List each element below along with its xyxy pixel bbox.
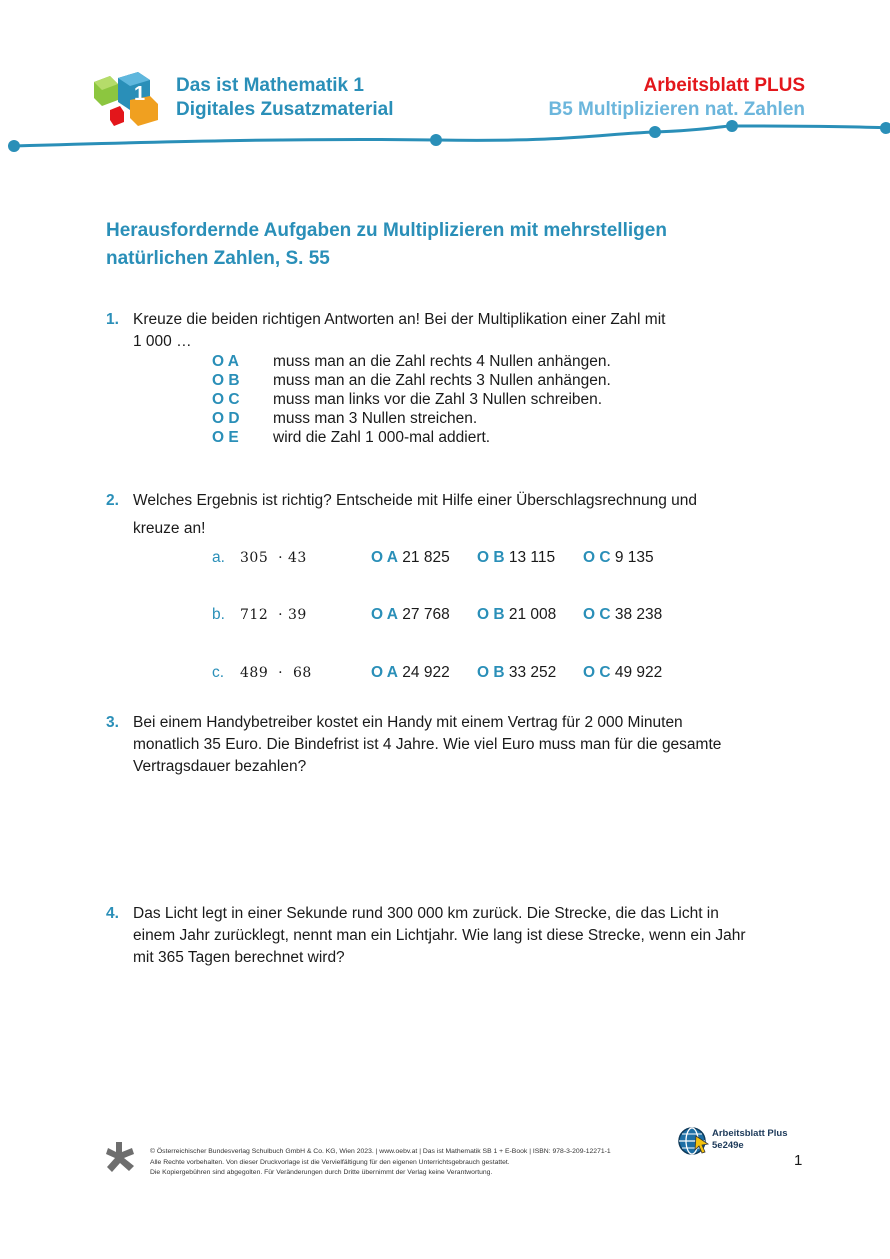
page-number: 1: [794, 1152, 803, 1169]
q1-option-b-text: muss man an die Zahl rechts 3 Nullen anhängen.: [273, 372, 611, 389]
q1-option-a-checkbox[interactable]: O A: [212, 353, 239, 370]
q2c-choice-c[interactable]: [583, 664, 662, 682]
q2a-choice-a-value: 21 825: [402, 549, 450, 566]
globe-cursor-icon: [676, 1124, 710, 1158]
q2b-choice-c[interactable]: [583, 606, 662, 624]
q2a-choice-a-letter[interactable]: O A: [371, 549, 398, 566]
worksheet-title: [106, 217, 786, 273]
q2c-choice-a-letter[interactable]: O A: [371, 664, 398, 681]
header-product-title: [176, 74, 394, 122]
q2b-choice-a[interactable]: [371, 606, 450, 624]
q2c-choice-b-letter[interactable]: O B: [477, 664, 505, 681]
question-4-line3: mit 365 Tagen berechnet wird?: [133, 949, 345, 966]
question-1-text: [133, 309, 773, 353]
footer-legal-text: [150, 1147, 670, 1179]
footer-line1: © Österreichischer Bundesverlag Schulbuch GmbH & Co. KG, Wien 2023. | www.oebv.at | Das ist Mathematik SB 1 + E-Book | ISBN: 978-3-209-12271-1: [150, 1148, 611, 1155]
question-3-text: [133, 712, 793, 778]
title-line2: natürlichen Zahlen, S. 55: [106, 248, 330, 269]
publisher-logo-icon: [104, 1140, 136, 1174]
header-worksheet-info: [548, 74, 805, 122]
q1-option-e-text: wird die Zahl 1 000-mal addiert.: [273, 429, 491, 446]
question-4-line2: einem Jahr zurücklegt, nennt man ein Lichtjahr. Wie lang ist diese Strecke, wenn ein Jahr: [133, 927, 746, 944]
q2c-choice-c-value: 49 922: [614, 664, 663, 681]
q2c-expression: 489 · 68: [240, 665, 312, 681]
q2a-choice-b-letter[interactable]: O B: [477, 549, 505, 566]
question-1-line2: 1 000 …: [133, 333, 192, 350]
q2c-choice-b-value: 33 252: [508, 664, 557, 681]
q2b-choice-a-value: 27 768: [402, 606, 450, 623]
q2b-choice-a-letter[interactable]: O A: [371, 606, 398, 623]
q1-option-b-checkbox[interactable]: O B: [212, 372, 240, 389]
q1-option-c-text: muss man links vor die Zahl 3 Nullen schreiben.: [273, 391, 603, 408]
question-4-number: 4.: [106, 905, 119, 922]
q2c-label: c.: [212, 664, 225, 681]
q2b-choice-b-value: 21 008: [508, 606, 557, 623]
arbeitsblatt-plus-badge[interactable]: [712, 1128, 788, 1152]
question-3-number: 3.: [106, 714, 119, 731]
q2a-choice-b[interactable]: [477, 549, 555, 567]
q1-option-a-text: muss man an die Zahl rechts 4 Nullen anhängen.: [273, 353, 611, 370]
title-line1: Herausfordernde Aufgaben zu Multiplizieren mit mehrstelligen: [106, 220, 667, 241]
q2b-choice-c-value: 38 238: [614, 606, 663, 623]
question-2-text: [133, 490, 773, 540]
q2b-choice-b[interactable]: [477, 606, 556, 624]
question-2-line2: kreuze an!: [133, 520, 206, 537]
header-title-line2: Digitales Zusatzmaterial: [176, 99, 394, 120]
badge-code: 5e249e: [712, 1140, 744, 1151]
q1-option-d-checkbox[interactable]: O D: [212, 410, 240, 427]
question-1-number: 1.: [106, 311, 119, 328]
q2b-label: b.: [212, 606, 225, 623]
q2a-expression: 305 · 43: [240, 550, 307, 566]
q1-option-c-checkbox[interactable]: O C: [212, 391, 240, 408]
q2c-choice-c-letter[interactable]: O C: [583, 664, 611, 681]
question-1-line1: Kreuze die beiden richtigen Antworten an! Bei der Multiplikation einer Zahl mit: [133, 311, 666, 328]
header-wave-line: [0, 118, 890, 158]
q2c-choice-a-value: 24 922: [402, 664, 450, 681]
logo-digit: 1: [134, 83, 146, 105]
header-worksheet-type: Arbeitsblatt PLUS: [643, 75, 805, 96]
q2b-choice-b-letter[interactable]: O B: [477, 606, 505, 623]
question-2-number: 2.: [106, 492, 119, 509]
q2c-choice-b[interactable]: [477, 664, 556, 682]
badge-title: Arbeitsblatt Plus: [712, 1128, 788, 1139]
question-3-line2: monatlich 35 Euro. Die Bindefrist ist 4 Jahre. Wie viel Euro muss man für die gesamte: [133, 736, 722, 753]
q2a-choice-c[interactable]: [583, 549, 654, 567]
footer-line2: Alle Rechte vorbehalten. Von dieser Druckvorlage ist die Vervielfältigung für den eigenen Unterrichtsgebrauch gestattet.: [150, 1158, 510, 1166]
question-2-line1: Welches Ergebnis ist richtig? Entscheide mit Hilfe einer Überschlagsrechnung und: [133, 492, 698, 509]
question-3-line1: Bei einem Handybetreiber kostet ein Handy mit einem Vertrag für 2 000 Minuten: [133, 714, 683, 731]
question-4-text: [133, 903, 803, 969]
q2c-choice-a[interactable]: [371, 664, 450, 682]
q2b-expression: 712 · 39: [240, 607, 307, 623]
question-3-line3: Vertragsdauer bezahlen?: [133, 758, 307, 775]
q1-option-e-checkbox[interactable]: O E: [212, 429, 239, 446]
q2a-choice-c-letter[interactable]: O C: [583, 549, 611, 566]
q1-option-d-text: muss man 3 Nullen streichen.: [273, 410, 478, 427]
q2a-choice-c-value: 9 135: [614, 549, 654, 566]
q2b-choice-c-letter[interactable]: O C: [583, 606, 611, 623]
q2a-label: a.: [212, 549, 225, 566]
q2a-choice-b-value: 13 115: [508, 549, 556, 566]
q2a-choice-a[interactable]: [371, 549, 450, 567]
footer-line3: Die Kopiergebühren sind abgegolten. Für Veränderungen durch Dritte übernimmt der Verlag keine Verantwortung.: [150, 1169, 493, 1176]
header-title-line1: Das ist Mathematik 1: [176, 75, 364, 96]
question-4-line1: Das Licht legt in einer Sekunde rund 300 000 km zurück. Die Strecke, die das Licht in: [133, 905, 719, 922]
header-worksheet-topic: B5 Multiplizieren nat. Zahlen: [548, 99, 805, 120]
